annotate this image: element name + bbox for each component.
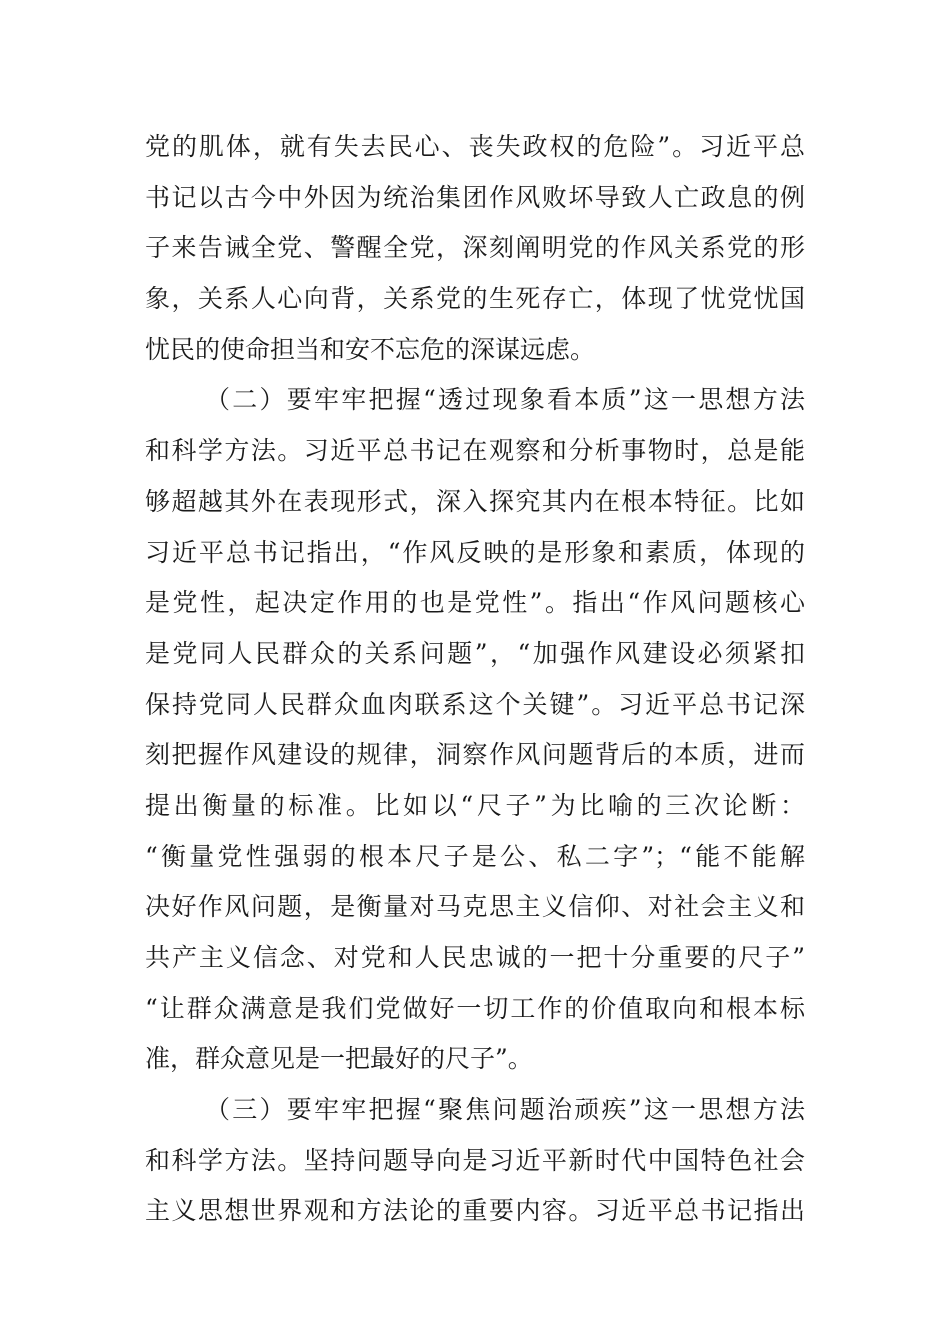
text-line: 书记以古今中外因为统治集团作风败坏导致人亡政息的例 [145,182,805,212]
section-heading-line: （二）要牢牢把握“透过现象看本质”这一思想方法 [205,385,805,415]
text-line: 是党同人民群众的关系问题”，“加强作风建设必须紧扣 [145,638,805,668]
text-line: “让群众满意是我们党做好一切工作的价值取向和根本标 [145,993,805,1023]
text-line: 象，关系人心向背，关系党的生死存亡，体现了忧党忧国 [145,284,805,314]
text-line: 准，群众意见是一把最好的尺子”。 [145,1044,533,1074]
text-line: 是党性，起决定作用的也是党性”。指出“作风问题核心 [145,588,805,618]
section-heading-line: （三）要牢牢把握“聚焦问题治顽疾”这一思想方法 [205,1095,805,1125]
text-line: “衡量党性强弱的根本尺子是公、私二字”；“能不能解 [145,841,805,871]
text-line: 子来告诫全党、警醒全党，深刻阐明党的作风关系党的形 [145,233,805,263]
body-text [145,122,805,1237]
text-line: 习近平总书记指出，“作风反映的是形象和素质，体现的 [145,537,805,567]
text-line: 主义思想世界观和方法论的重要内容。习近平总书记指出 [145,1196,805,1226]
text-line: 共产主义信念、对党和人民忠诚的一把十分重要的尺子” [145,943,805,972]
text-line: 和科学方法。习近平总书记在观察和分析事物时，总是能 [145,436,805,466]
text-line: 提出衡量的标准。比如以“尺子”为比喻的三次论断： [145,790,805,820]
text-line: 党的肌体，就有失去民心、丧失政权的危险”。习近平总 [145,132,805,161]
text-line: 忧民的使命担当和安不忘危的深谋远虑。 [145,334,596,364]
text-line: 保持党同人民群众血肉联系这个关键”。习近平总书记深 [145,689,805,719]
text-line: 刻把握作风建设的规律，洞察作风问题背后的本质，进而 [145,740,805,770]
text-line: 够超越其外在表现形式，深入探究其内在根本特征。比如 [145,486,805,516]
text-line: 和科学方法。坚持问题导向是习近平新时代中国特色社会 [145,1145,805,1175]
text-line: 决好作风问题，是衡量对马克思主义信仰、对社会主义和 [145,892,805,922]
